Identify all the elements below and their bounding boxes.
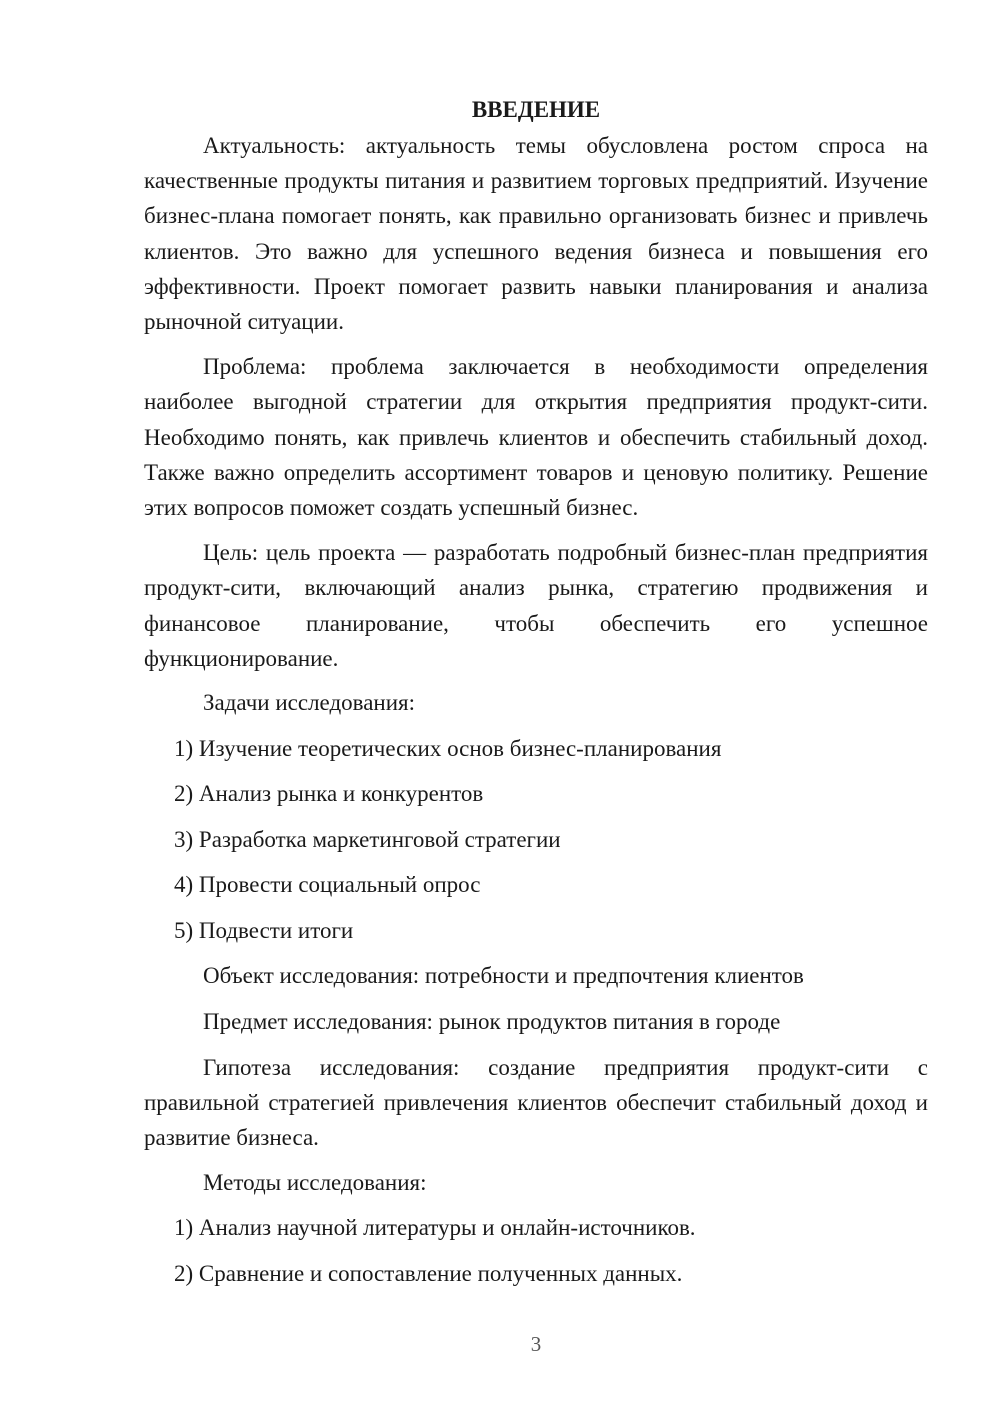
- task-item: 3) Разработка маркетинговой стратегии: [174, 826, 561, 852]
- task-item: 1) Изучение теоретических основ бизнес-планирования: [174, 735, 722, 761]
- tasks-heading: Задачи исследования:: [203, 690, 416, 716]
- method-item: 2) Сравнение и сопоставление полученных данных.: [174, 1260, 683, 1286]
- problem-paragraph: Проблема: проблема заключается в необходимости определения наиболее выгодной стратегии для открытия предприятия продукт-сити. Необходимо понять, как привлечь клиентов и обеспечить стабильный доход. Также важно определить ассортимент товаров и ценовую политику. Решение этих вопросов поможет создать успешный бизнес.: [144, 354, 928, 521]
- methods-heading: Методы исследования:: [203, 1169, 427, 1195]
- research-subject: Предмет исследования: рынок продуктов питания в городе: [203, 1008, 781, 1034]
- goal-paragraph: Цель: цель проекта — разработать подробный бизнес-план предприятия продукт-сити, включающий анализ рынка, стратегию продвижения и финансовое планирование, чтобы обеспечить его успешное функционирование.: [144, 540, 928, 671]
- method-item: 1) Анализ научной литературы и онлайн-источников.: [174, 1215, 696, 1241]
- relevance-paragraph: Актуальность: актуальность темы обусловлена ростом спроса на качественные продукты питания и развитием торговых предприятий. Изучение бизнес-плана помогает понять, как правильно организовать бизнес и привлечь клиентов. Это важно для успешного ведения бизнеса и повышения его эффективности. Проект помогает развить навыки планирования и анализа рыночной ситуации.: [144, 133, 928, 335]
- page-title: ВВЕДЕНИЕ: [471, 97, 601, 122]
- hypothesis-paragraph: Гипотеза исследования: создание предприятия продукт-сити с правильной стратегией привлечения клиентов обеспечит стабильный доход и развитие бизнеса.: [144, 1055, 928, 1151]
- page-number: 3: [530, 1332, 542, 1356]
- task-item: 2) Анализ рынка и конкурентов: [174, 781, 484, 807]
- task-item: 5) Подвести итоги: [174, 917, 354, 943]
- research-object: Объект исследования: потребности и предпочтения клиентов: [203, 963, 804, 989]
- task-item: 4) Провести социальный опрос: [174, 872, 481, 898]
- document-page: [144, 92, 928, 1302]
